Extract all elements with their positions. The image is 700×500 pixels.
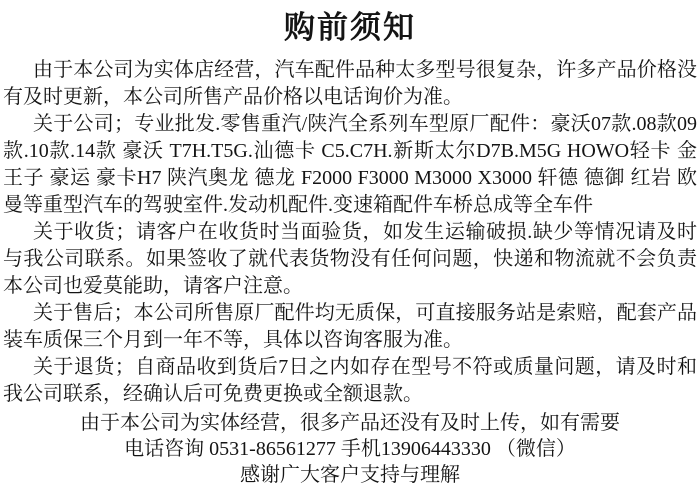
paragraph-after-sales: 关于售后；本公司所售原厂配件均无质保，可直接服务站是索赔，配套产品装车质保三个月到一年不等，具体以咨询客服为准。	[3, 301, 697, 351]
paragraph-receiving-goods: 关于收货；请客户在收货时当面验货，如发生运输破损.缺少等情况请及时与我公司联系。如果签收了就代表货物没有任何问题，快递和物流就不会负责本公司也爱莫能助，请客户注意。	[3, 220, 697, 297]
notice-closing	[3, 410, 697, 488]
wechat-note: （微信）	[495, 437, 576, 460]
mobile-label: 手机	[340, 437, 381, 460]
phone-number: 0531-86561277	[209, 437, 336, 460]
paragraph-about-company: 关于公司；专业批发.零售重汽/陕汽全系列车型原厂配件：豪沃07款.08款09款.10款.14款 豪沃 T7H.T5G.汕德卡 C5.C7H.新斯太尔D7B.M5G HOWO轻卡 金王子 豪运 豪卡H7 陕汽奥龙 德龙 F2000 F3000 M3000 X3000 轩德 德御 红岩 欧曼等重型汽车的驾驶室件.发动机配件.变速箱配件车桥总成等全车件	[3, 112, 697, 216]
page-title: 购前须知	[284, 10, 416, 45]
notice-body	[0, 57, 700, 488]
paragraph-pricing-notice: 由于本公司为实体店经营，汽车配件品种太多型号很复杂，许多产品价格没有及时更新，本公司所售产品价格以电话询价为准。	[3, 58, 697, 108]
contact-line	[3, 436, 697, 462]
mobile-number: 13906443330	[380, 437, 491, 460]
phone-label: 电话咨询	[124, 437, 205, 460]
paragraph-returns: 关于退货；自商品收到货后7日之内如存在型号不符或质量问题，请及时和我公司联系，经确认后可免费更换或全额退款。	[3, 355, 697, 405]
closing-note: 由于本公司为实体经营，很多产品还没有及时上传，如有需要	[80, 411, 620, 434]
thanks-line: 感谢广大客户支持与理解	[240, 463, 460, 486]
